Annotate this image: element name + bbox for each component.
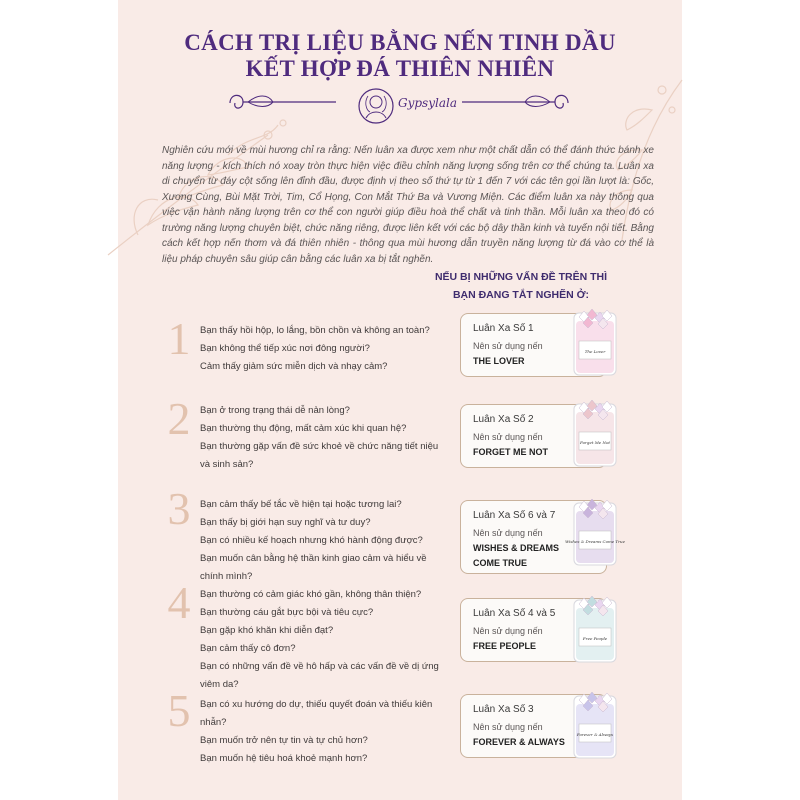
intro-paragraph: Nghiên cứu mới về mùi hương chỉ ra rằng: Nến luân xa được xem như một chất dẫn có thể đánh thức bánh xe năng lượng - kích thích nó xoay tròn thực hiện việc điều chỉnh năng lượng sống trên cơ thể chúng ta. Luân xa di chuyển từ đáy cột sống lên đỉnh đầu, được định vị theo số thứ tự từ 1 đến 7 với các tên gọi lần lượt là: Gốc, Xương Cùng, Bùi Mặt Trời, Tim, Cổ Họng, Con Mắt Thứ Ba và Vương Miện. Các điểm luân xa này thông qua việc vận hành năng lượng trên cơ thể con người giúp điều hoà thể chất và tinh thần. Mỗi luân xa theo đó có trường năng lượng chuyên biệt, chức năng riêng, được liên kết với các bộ dây thần kinh và tuyến nội tiết. Bằng cách kết hợp nến thơm và đá thiên nhiên - thông qua mùi hương dẫn truyền năng lượng từ đá vào cơ thể là liệu pháp chuyên sâu giúp cân bằng các luân xa bị tắt nghẽn. xyxy=(162,145,654,265)
flourish-right-icon xyxy=(460,88,570,118)
question-item: Bạn thấy hồi hộp, lo lắng, bồn chồn và không an toàn? xyxy=(200,325,430,336)
question-list xyxy=(200,696,442,768)
question-item: viêm da? xyxy=(200,679,239,690)
question-item: Bạn thấy bị giới hạn suy nghĩ và tư duy? xyxy=(200,517,371,528)
subheading-line-1: NẾU BỊ NHỮNG VẤN ĐỀ TRÊN THÌ xyxy=(434,271,608,283)
svg-text:The Lover: The Lover xyxy=(584,349,606,354)
question-list xyxy=(200,496,442,586)
candle-jar-image xyxy=(570,398,620,468)
question-item: Bạn không thể tiếp xúc nơi đông người? xyxy=(200,343,370,354)
question-item: Bạn gặp khó khăn khi diễn đạt? xyxy=(200,625,334,636)
question-item: Bạn ở trong trạng thái dễ nản lòng? xyxy=(200,405,350,416)
candle-jar-image xyxy=(570,307,620,377)
question-item: Bạn cảm thấy bế tắc về hiện tại hoặc tương lai? xyxy=(200,499,402,510)
chakra-title: Luân Xa Số 3 xyxy=(473,704,534,715)
chakra-subtitle: Nên sử dụng nến xyxy=(473,432,543,442)
question-item: chính mình? xyxy=(200,571,253,582)
svg-text:Forget Me Not: Forget Me Not xyxy=(580,440,610,445)
question-item: Bạn thường thụ động, mất cảm xúc khi quan hệ? xyxy=(200,423,407,434)
question-item: Bạn muốn cân bằng hệ thần kinh giao cảm và hiểu về xyxy=(200,553,427,564)
question-item: và sinh sản? xyxy=(200,459,254,470)
question-item: Bạn muốn trở nên tự tin và tự chủ hơn? xyxy=(200,735,368,746)
section-number: 1 xyxy=(167,313,191,364)
question-item: Bạn thường có cảm giác khó gần, không thân thiện? xyxy=(200,589,422,600)
poster-page xyxy=(118,0,682,800)
question-item: Bạn thường gặp vấn đề sức khoẻ về chức năng tiết niệu xyxy=(200,441,439,452)
question-item: Bạn có nhiều kế hoạch nhưng khó hành động được? xyxy=(200,535,423,546)
question-item: Bạn có những vấn đề về hô hấp và các vấn đề về dị ứng xyxy=(200,661,439,672)
chakra-subtitle: Nên sử dụng nến xyxy=(473,528,543,538)
section-number: 5 xyxy=(167,685,191,736)
question-list xyxy=(200,322,442,376)
candle-name: WISHES & DREAMS xyxy=(473,543,560,553)
section-number: 3 xyxy=(167,483,191,534)
title-line-2: KẾT HỢP ĐÁ THIÊN NHIÊN xyxy=(245,56,555,81)
svg-text:Free People: Free People xyxy=(582,636,608,641)
chakra-subtitle: Nên sử dụng nến xyxy=(473,341,543,351)
question-item: Bạn cảm thấy cô đơn? xyxy=(200,643,296,654)
question-item: Cảm thấy giảm sức miễn dịch và nhạy cảm? xyxy=(200,361,388,372)
section-number: 2 xyxy=(167,393,191,444)
candle-name: FOREVER & ALWAYS xyxy=(473,737,565,747)
chakra-subtitle: Nên sử dụng nến xyxy=(473,722,543,732)
subheading-line-2: BẠN ĐANG TẮT NGHẼN Ở: xyxy=(452,289,590,301)
question-item: Bạn có xu hướng do dự, thiếu quyết đoán và thiếu kiên xyxy=(200,699,433,710)
chakra-title: Luân Xa Số 1 xyxy=(473,323,534,334)
question-list xyxy=(200,402,442,474)
section-number: 4 xyxy=(167,577,191,628)
candle-name: FREE PEOPLE xyxy=(473,641,537,651)
question-item: Bạn thường cáu gắt bực bội và tiêu cực? xyxy=(200,607,374,618)
candle-jar-image xyxy=(570,594,620,664)
candle-name-line-2: COME TRUE xyxy=(473,558,527,568)
chakra-title: Luân Xa Số 4 và 5 xyxy=(473,608,556,619)
svg-text:Wishes & Dreams Come True: Wishes & Dreams Come True xyxy=(565,539,625,544)
chakra-title: Luân Xa Số 2 xyxy=(473,414,534,425)
question-item: Bạn muốn hệ tiêu hoá khoẻ mạnh hơn? xyxy=(200,753,368,764)
svg-text:Forever & Always: Forever & Always xyxy=(576,732,614,737)
chakra-subtitle: Nên sử dụng nến xyxy=(473,626,543,636)
question-item: nhẫn? xyxy=(200,717,227,728)
brand-logo-text: Gypsylala xyxy=(398,96,457,110)
candle-name: THE LOVER xyxy=(473,356,525,366)
gypsylala-logo-icon xyxy=(356,86,396,126)
question-list xyxy=(200,586,442,694)
flourish-left-icon xyxy=(228,88,338,118)
title-line-1: CÁCH TRỊ LIỆU BẰNG NẾN TINH DẦU xyxy=(184,30,616,55)
candle-name: FORGET ME NOT xyxy=(473,447,548,457)
candle-jar-image xyxy=(565,497,625,567)
chakra-title: Luân Xa Số 6 và 7 xyxy=(473,510,556,521)
candle-jar-image xyxy=(570,690,620,760)
